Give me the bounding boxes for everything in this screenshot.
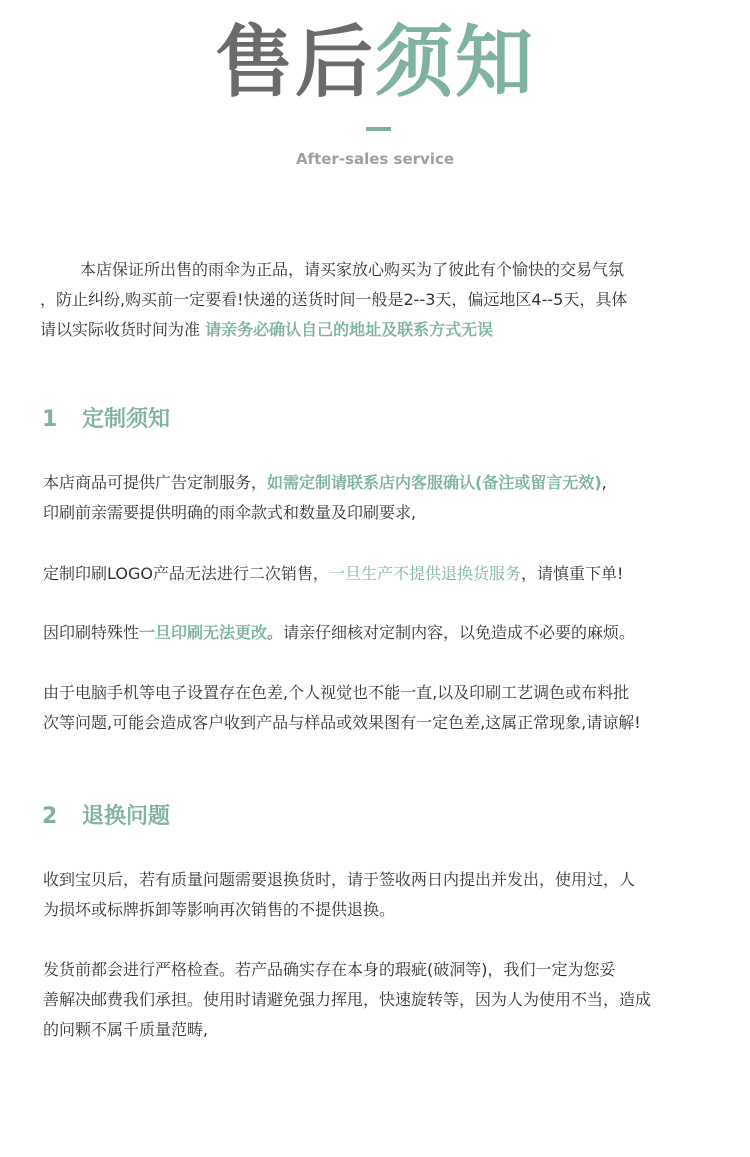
s1p1-line-1: [43, 468, 723, 498]
s1p2-line: [43, 559, 723, 589]
s2p1-line-2: 为损坏或标牌拆卸等影响再次销售的不提供退换。: [43, 900, 396, 919]
section-1-paragraph-3: [43, 618, 723, 648]
section-1-number: 1: [42, 407, 58, 432]
section-1-title: 定制须知: [82, 407, 171, 432]
s1p1-line-2: 印刷前亲需要提供明确的雨伞款式和数量及印刷要求,: [43, 503, 417, 522]
s1p3-text: 因印刷特殊性: [43, 623, 140, 642]
s1p4-line-1: 由于电脑手机等电子设置存在色差,个人视觉也不能一直,以及印刷工艺调色或布料批: [43, 683, 630, 702]
section-1-paragraph-4: [43, 678, 733, 738]
intro-paragraph: [40, 255, 710, 345]
s1p2-text: 定制印刷LOGO产品无法进行二次销售，: [43, 564, 329, 583]
section-1-paragraph-1: [43, 468, 723, 528]
section-2-heading: [42, 802, 170, 832]
s1p4-line-2: 次等问题,可能会造成客户收到产品与样品或效果图有一定色差,这属正常现象,请谅解!: [43, 713, 641, 732]
s1p2-tail: ，请慎重下单!: [520, 564, 624, 583]
intro-highlight: 请亲务必确认自己的地址及联系方式无误: [205, 320, 494, 339]
section-1-paragraph-2: [43, 559, 723, 589]
section-1-heading: [42, 405, 170, 435]
section-2-title: 退换问题: [82, 804, 171, 829]
title-divider: [366, 127, 391, 131]
section-2-paragraph-1: [43, 865, 723, 925]
page-title: [0, 18, 750, 108]
title-part-green: 须知: [375, 18, 536, 108]
intro-line-1: 本店保证所出售的雨伞为正品，请买家放心购买为了彼此有个愉快的交易气氛: [80, 260, 625, 279]
s2p2-line-1: 发货前都会进行严格检查。若产品确实存在本身的瑕疵(破洞等)，我们一定为您妥: [43, 960, 616, 979]
s2p2-line-3: 的问颗不属千质量范畴,: [43, 1020, 209, 1039]
intro-line-2: ，防止纠纷,购买前一定要看!快递的送货时间一般是2--3天，偏远地区4--5天，具体: [40, 290, 628, 309]
intro-line-3: [40, 315, 710, 345]
s1p3-line: [43, 618, 723, 648]
s2p2-line-2: 善解决邮费我们承担。使用时请避免强力挥甩，快速旋转等，因为人为使用不当，造成: [43, 990, 652, 1009]
intro-line-3-text: 请以实际收货时间为准: [40, 320, 206, 339]
s2p1-line-1: 收到宝贝后，若有质量问题需要退换货时，请于签收两日内提出并发出，使用过，人: [43, 870, 636, 889]
s1p1-tail: ,: [601, 473, 607, 492]
s1p3-tail: 。请亲仔细核对定制内容，以免造成不必要的麻烦。: [267, 623, 636, 642]
s1p3-highlight: 一旦印刷无法更改: [139, 623, 268, 642]
title-part-gray: 售后: [214, 18, 375, 108]
section-2-paragraph-2: [43, 955, 733, 1045]
s1p1-highlight: 如需定制请联系店内客服确认(备注或留言无效): [267, 473, 602, 492]
s1p2-highlight: 一旦生产不提供退换货服务: [328, 564, 521, 583]
section-2-number: 2: [42, 804, 58, 829]
s1p1-text: 本店商品可提供广告定制服务，: [43, 473, 268, 492]
page-subtitle: After-sales service: [295, 150, 455, 168]
